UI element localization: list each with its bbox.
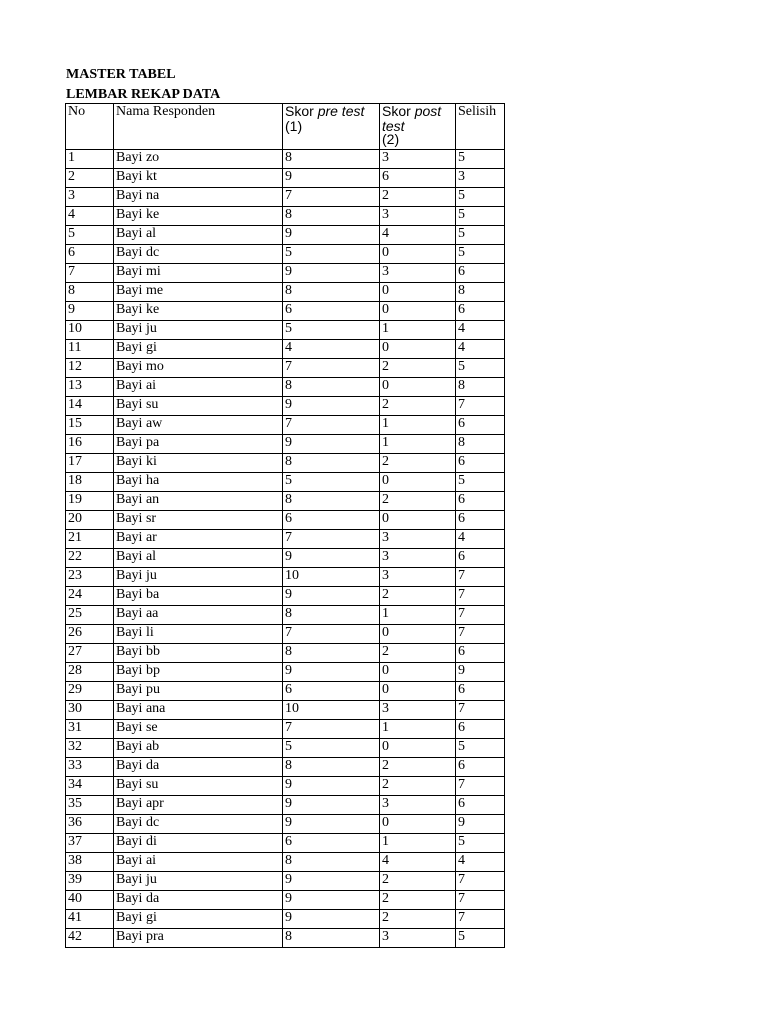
cell-no: 12: [66, 359, 114, 378]
cell-selisih: 8: [456, 435, 505, 454]
cell-skor-pre-test: 7: [283, 530, 380, 549]
table-row: [66, 492, 505, 511]
header-post-number: (2): [382, 131, 400, 147]
table-row: [66, 910, 505, 929]
cell-skor-pre-test: 9: [283, 435, 380, 454]
cell-no: 34: [66, 777, 114, 796]
cell-selisih: 6: [456, 682, 505, 701]
cell-nama-responden: Bayi da: [114, 758, 283, 777]
cell-no: 33: [66, 758, 114, 777]
cell-skor-pre-test: 8: [283, 207, 380, 226]
cell-selisih: 6: [456, 758, 505, 777]
cell-skor-post-test: 0: [380, 378, 456, 397]
table-row: [66, 397, 505, 416]
cell-no: 10: [66, 321, 114, 340]
table-row: [66, 853, 505, 872]
table-row: [66, 378, 505, 397]
cell-skor-post-test: 3: [380, 701, 456, 720]
cell-no: 29: [66, 682, 114, 701]
cell-skor-pre-test: 8: [283, 853, 380, 872]
cell-selisih: 6: [456, 549, 505, 568]
cell-skor-pre-test: 7: [283, 359, 380, 378]
cell-skor-pre-test: 10: [283, 568, 380, 587]
cell-skor-post-test: 3: [380, 549, 456, 568]
cell-skor-post-test: 3: [380, 530, 456, 549]
table-row: [66, 150, 505, 169]
cell-skor-post-test: 1: [380, 321, 456, 340]
table-row: [66, 435, 505, 454]
cell-no: 2: [66, 169, 114, 188]
cell-no: 17: [66, 454, 114, 473]
cell-nama-responden: Bayi su: [114, 397, 283, 416]
cell-selisih: 6: [456, 796, 505, 815]
cell-selisih: 9: [456, 663, 505, 682]
cell-no: 27: [66, 644, 114, 663]
cell-skor-pre-test: 8: [283, 454, 380, 473]
cell-skor-pre-test: 5: [283, 739, 380, 758]
table-row: [66, 663, 505, 682]
cell-skor-post-test: 3: [380, 796, 456, 815]
cell-nama-responden: Bayi kt: [114, 169, 283, 188]
recap-table: [65, 103, 505, 948]
cell-skor-pre-test: 7: [283, 416, 380, 435]
cell-skor-pre-test: 9: [283, 226, 380, 245]
table-row: [66, 454, 505, 473]
cell-no: 6: [66, 245, 114, 264]
cell-selisih: 7: [456, 606, 505, 625]
cell-skor-pre-test: 5: [283, 321, 380, 340]
cell-skor-post-test: 1: [380, 720, 456, 739]
cell-skor-pre-test: 9: [283, 910, 380, 929]
table-row: [66, 682, 505, 701]
cell-nama-responden: Bayi ki: [114, 454, 283, 473]
cell-selisih: 5: [456, 245, 505, 264]
cell-no: 9: [66, 302, 114, 321]
cell-no: 23: [66, 568, 114, 587]
table-row: [66, 245, 505, 264]
cell-no: 19: [66, 492, 114, 511]
cell-skor-post-test: 0: [380, 340, 456, 359]
table-row: [66, 606, 505, 625]
cell-nama-responden: Bayi ba: [114, 587, 283, 606]
cell-skor-post-test: 3: [380, 568, 456, 587]
cell-nama-responden: Bayi da: [114, 891, 283, 910]
cell-no: 41: [66, 910, 114, 929]
cell-skor-post-test: 2: [380, 359, 456, 378]
cell-skor-post-test: 3: [380, 150, 456, 169]
cell-nama-responden: Bayi pu: [114, 682, 283, 701]
cell-selisih: 7: [456, 910, 505, 929]
cell-no: 18: [66, 473, 114, 492]
cell-selisih: 6: [456, 720, 505, 739]
cell-skor-post-test: 0: [380, 245, 456, 264]
cell-selisih: 7: [456, 872, 505, 891]
cell-selisih: 4: [456, 530, 505, 549]
cell-no: 37: [66, 834, 114, 853]
cell-skor-post-test: 1: [380, 606, 456, 625]
cell-selisih: 6: [456, 264, 505, 283]
cell-skor-post-test: 2: [380, 777, 456, 796]
cell-skor-post-test: 0: [380, 739, 456, 758]
cell-skor-post-test: 1: [380, 834, 456, 853]
cell-selisih: 6: [456, 511, 505, 530]
table-row: [66, 872, 505, 891]
table-row: [66, 568, 505, 587]
cell-nama-responden: Bayi dc: [114, 815, 283, 834]
cell-skor-post-test: 2: [380, 644, 456, 663]
cell-nama-responden: Bayi ke: [114, 302, 283, 321]
cell-nama-responden: Bayi ab: [114, 739, 283, 758]
cell-no: 7: [66, 264, 114, 283]
cell-skor-pre-test: 9: [283, 891, 380, 910]
header-post-italic: post: [414, 103, 442, 119]
cell-skor-pre-test: 9: [283, 549, 380, 568]
header-post-italic-2: test: [382, 118, 405, 134]
table-row: [66, 340, 505, 359]
cell-selisih: 8: [456, 283, 505, 302]
cell-no: 42: [66, 929, 114, 948]
table-row: [66, 758, 505, 777]
cell-nama-responden: Bayi pa: [114, 435, 283, 454]
cell-no: 38: [66, 853, 114, 872]
cell-nama-responden: Bayi aa: [114, 606, 283, 625]
cell-selisih: 5: [456, 188, 505, 207]
cell-nama-responden: Bayi se: [114, 720, 283, 739]
cell-no: 13: [66, 378, 114, 397]
cell-skor-post-test: 2: [380, 188, 456, 207]
cell-selisih: 5: [456, 929, 505, 948]
cell-skor-post-test: 0: [380, 815, 456, 834]
cell-nama-responden: Bayi aw: [114, 416, 283, 435]
cell-nama-responden: Bayi bb: [114, 644, 283, 663]
cell-selisih: 7: [456, 625, 505, 644]
cell-nama-responden: Bayi na: [114, 188, 283, 207]
cell-skor-post-test: 1: [380, 416, 456, 435]
cell-no: 32: [66, 739, 114, 758]
table-row: [66, 264, 505, 283]
cell-skor-pre-test: 7: [283, 188, 380, 207]
cell-selisih: 4: [456, 853, 505, 872]
cell-no: 5: [66, 226, 114, 245]
table-row: [66, 587, 505, 606]
cell-skor-post-test: 0: [380, 302, 456, 321]
cell-skor-pre-test: 9: [283, 815, 380, 834]
cell-selisih: 8: [456, 378, 505, 397]
cell-no: 30: [66, 701, 114, 720]
table-row: [66, 530, 505, 549]
cell-nama-responden: Bayi di: [114, 834, 283, 853]
cell-skor-post-test: 4: [380, 853, 456, 872]
cell-skor-post-test: 2: [380, 758, 456, 777]
cell-skor-pre-test: 10: [283, 701, 380, 720]
cell-nama-responden: Bayi ke: [114, 207, 283, 226]
table-row: [66, 549, 505, 568]
cell-skor-pre-test: 8: [283, 378, 380, 397]
table-row: [66, 359, 505, 378]
cell-skor-pre-test: 5: [283, 245, 380, 264]
header-skor-post-test: [380, 104, 456, 150]
cell-selisih: 5: [456, 739, 505, 758]
cell-nama-responden: Bayi ai: [114, 378, 283, 397]
cell-nama-responden: Bayi mi: [114, 264, 283, 283]
cell-no: 28: [66, 663, 114, 682]
cell-skor-pre-test: 8: [283, 929, 380, 948]
header-pre-number: (1): [285, 118, 303, 134]
cell-nama-responden: Bayi ha: [114, 473, 283, 492]
cell-no: 26: [66, 625, 114, 644]
cell-nama-responden: Bayi me: [114, 283, 283, 302]
cell-skor-pre-test: 6: [283, 682, 380, 701]
cell-nama-responden: Bayi pra: [114, 929, 283, 948]
cell-skor-pre-test: 5: [283, 473, 380, 492]
cell-selisih: 5: [456, 834, 505, 853]
table-row: [66, 473, 505, 492]
table-row: [66, 188, 505, 207]
cell-nama-responden: Bayi ar: [114, 530, 283, 549]
cell-no: 8: [66, 283, 114, 302]
table-header-row: [66, 104, 505, 150]
cell-nama-responden: Bayi gi: [114, 340, 283, 359]
cell-skor-post-test: 2: [380, 891, 456, 910]
header-pre-italic: pre test: [317, 103, 365, 119]
cell-skor-pre-test: 8: [283, 606, 380, 625]
cell-skor-pre-test: 8: [283, 492, 380, 511]
cell-skor-post-test: 2: [380, 492, 456, 511]
table-row: [66, 511, 505, 530]
table-row: [66, 720, 505, 739]
cell-skor-pre-test: 4: [283, 340, 380, 359]
table-row: [66, 739, 505, 758]
cell-skor-pre-test: 6: [283, 511, 380, 530]
cell-nama-responden: Bayi zo: [114, 150, 283, 169]
cell-no: 21: [66, 530, 114, 549]
cell-skor-post-test: 0: [380, 511, 456, 530]
header-pre-word: Skor: [285, 103, 314, 119]
cell-skor-post-test: 4: [380, 226, 456, 245]
cell-skor-post-test: 2: [380, 587, 456, 606]
cell-no: 24: [66, 587, 114, 606]
cell-selisih: 4: [456, 321, 505, 340]
cell-selisih: 3: [456, 169, 505, 188]
cell-no: 35: [66, 796, 114, 815]
cell-skor-pre-test: 7: [283, 720, 380, 739]
cell-skor-pre-test: 9: [283, 872, 380, 891]
cell-skor-post-test: 2: [380, 872, 456, 891]
table-row: [66, 283, 505, 302]
cell-selisih: 7: [456, 587, 505, 606]
cell-skor-pre-test: 8: [283, 644, 380, 663]
table-row: [66, 644, 505, 663]
cell-selisih: 4: [456, 340, 505, 359]
cell-no: 11: [66, 340, 114, 359]
header-nama-responden: Nama Responden: [114, 104, 283, 150]
cell-skor-pre-test: 9: [283, 264, 380, 283]
cell-nama-responden: Bayi ju: [114, 872, 283, 891]
cell-nama-responden: Bayi dc: [114, 245, 283, 264]
cell-no: 36: [66, 815, 114, 834]
cell-selisih: 6: [456, 492, 505, 511]
table-row: [66, 891, 505, 910]
cell-selisih: 9: [456, 815, 505, 834]
table-row: [66, 169, 505, 188]
cell-selisih: 7: [456, 568, 505, 587]
cell-nama-responden: Bayi ju: [114, 321, 283, 340]
header-post-word: Skor: [382, 103, 411, 119]
table-row: [66, 416, 505, 435]
cell-skor-post-test: 3: [380, 929, 456, 948]
table-row: [66, 815, 505, 834]
table-row: [66, 207, 505, 226]
cell-nama-responden: Bayi apr: [114, 796, 283, 815]
cell-no: 40: [66, 891, 114, 910]
cell-skor-post-test: 3: [380, 207, 456, 226]
cell-skor-pre-test: 9: [283, 796, 380, 815]
cell-skor-post-test: 0: [380, 625, 456, 644]
cell-no: 3: [66, 188, 114, 207]
cell-nama-responden: Bayi al: [114, 549, 283, 568]
cell-selisih: 6: [456, 454, 505, 473]
header-skor-pre-test: [283, 104, 380, 150]
table-row: [66, 834, 505, 853]
cell-nama-responden: Bayi mo: [114, 359, 283, 378]
cell-skor-pre-test: 9: [283, 663, 380, 682]
cell-skor-post-test: 6: [380, 169, 456, 188]
cell-skor-pre-test: 6: [283, 302, 380, 321]
cell-selisih: 7: [456, 397, 505, 416]
cell-nama-responden: Bayi gi: [114, 910, 283, 929]
cell-skor-post-test: 0: [380, 682, 456, 701]
cell-nama-responden: Bayi li: [114, 625, 283, 644]
cell-nama-responden: Bayi bp: [114, 663, 283, 682]
cell-selisih: 5: [456, 226, 505, 245]
header-selisih: Selisih: [456, 104, 505, 150]
cell-selisih: 5: [456, 359, 505, 378]
document-title: MASTER TABEL: [66, 67, 176, 82]
cell-nama-responden: Bayi ju: [114, 568, 283, 587]
cell-selisih: 6: [456, 302, 505, 321]
cell-no: 39: [66, 872, 114, 891]
cell-skor-pre-test: 7: [283, 625, 380, 644]
cell-selisih: 6: [456, 416, 505, 435]
cell-no: 1: [66, 150, 114, 169]
cell-skor-post-test: 0: [380, 663, 456, 682]
document-subtitle: LEMBAR REKAP DATA: [66, 87, 221, 102]
cell-skor-pre-test: 8: [283, 283, 380, 302]
cell-skor-pre-test: 9: [283, 169, 380, 188]
cell-skor-pre-test: 8: [283, 758, 380, 777]
cell-no: 15: [66, 416, 114, 435]
cell-skor-pre-test: 9: [283, 777, 380, 796]
cell-selisih: 5: [456, 207, 505, 226]
cell-skor-post-test: 2: [380, 910, 456, 929]
cell-nama-responden: Bayi al: [114, 226, 283, 245]
cell-skor-post-test: 2: [380, 454, 456, 473]
header-no: No: [66, 104, 114, 150]
cell-nama-responden: Bayi ana: [114, 701, 283, 720]
cell-selisih: 7: [456, 891, 505, 910]
table-row: [66, 929, 505, 948]
cell-skor-pre-test: 6: [283, 834, 380, 853]
cell-no: 25: [66, 606, 114, 625]
table-row: [66, 302, 505, 321]
cell-skor-pre-test: 8: [283, 150, 380, 169]
table-row: [66, 226, 505, 245]
cell-skor-pre-test: 9: [283, 397, 380, 416]
cell-skor-post-test: 3: [380, 264, 456, 283]
cell-no: 4: [66, 207, 114, 226]
cell-skor-post-test: 1: [380, 435, 456, 454]
cell-selisih: 7: [456, 701, 505, 720]
cell-skor-post-test: 2: [380, 397, 456, 416]
cell-selisih: 5: [456, 150, 505, 169]
cell-no: 31: [66, 720, 114, 739]
table-row: [66, 321, 505, 340]
cell-nama-responden: Bayi sr: [114, 511, 283, 530]
table-row: [66, 625, 505, 644]
cell-nama-responden: Bayi su: [114, 777, 283, 796]
cell-skor-pre-test: 9: [283, 587, 380, 606]
cell-skor-post-test: 0: [380, 283, 456, 302]
table-row: [66, 796, 505, 815]
cell-no: 22: [66, 549, 114, 568]
cell-selisih: 7: [456, 777, 505, 796]
cell-nama-responden: Bayi ai: [114, 853, 283, 872]
cell-selisih: 6: [456, 644, 505, 663]
cell-selisih: 5: [456, 473, 505, 492]
cell-no: 14: [66, 397, 114, 416]
table-row: [66, 701, 505, 720]
cell-nama-responden: Bayi an: [114, 492, 283, 511]
cell-no: 16: [66, 435, 114, 454]
cell-no: 20: [66, 511, 114, 530]
cell-skor-post-test: 0: [380, 473, 456, 492]
table-row: [66, 777, 505, 796]
